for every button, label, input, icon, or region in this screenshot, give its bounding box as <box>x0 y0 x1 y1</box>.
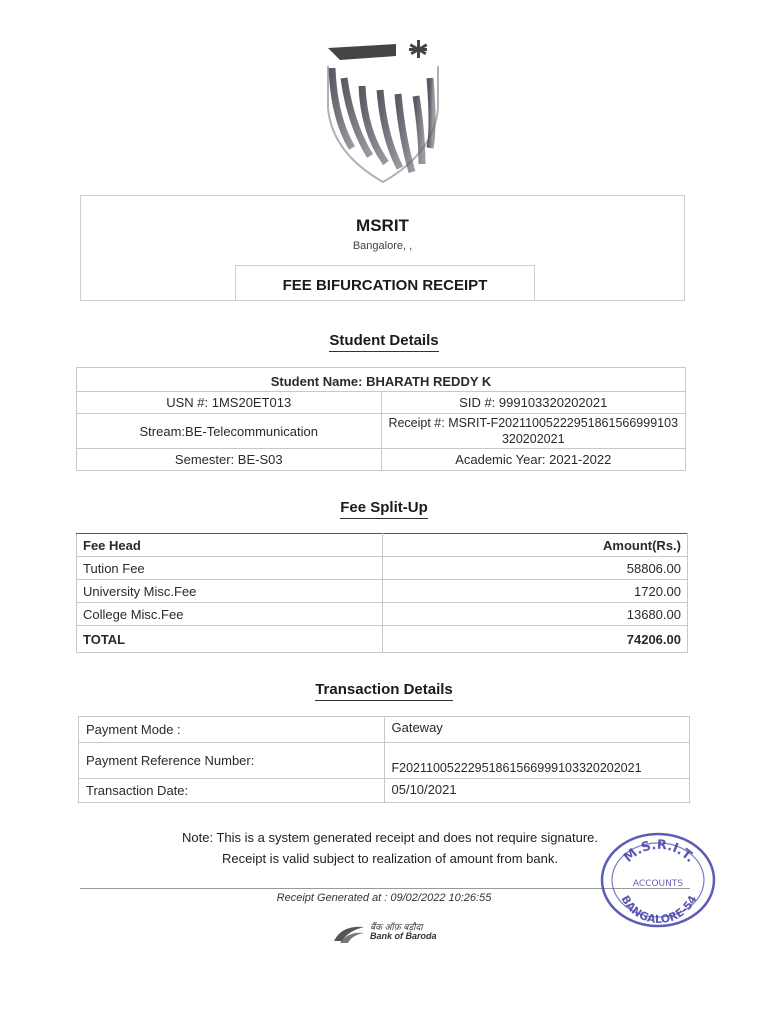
table-row <box>77 557 688 580</box>
fee-amount-cell: 58806.00 <box>382 557 688 580</box>
stamp-top-text: M.S.R.I.T. <box>621 837 698 866</box>
amount-column: Amount(Rs.) <box>382 534 688 557</box>
msrit-logo-icon <box>322 38 444 184</box>
fee-amount-cell: 13680.00 <box>382 603 688 626</box>
fee-head-cell: College Misc.Fee <box>77 603 383 626</box>
student-details-heading: Student Details <box>0 332 768 349</box>
fee-head-cell: Tution Fee <box>77 557 383 580</box>
payment-mode-value: Gateway <box>384 717 690 743</box>
transaction-table <box>78 716 690 803</box>
payment-reference-value: F20211005222951861566999103320202021 <box>384 743 690 779</box>
student-details-table <box>76 367 686 471</box>
institution-name: MSRIT <box>356 216 409 235</box>
payment-mode-label: Payment Mode : <box>79 717 385 743</box>
receipt-title: FEE BIFURCATION RECEIPT <box>235 265 535 301</box>
fee-head-column: Fee Head <box>77 534 383 557</box>
receipt-number: Receipt #: MSRIT-F20211005222951861566999103320202021 <box>381 414 686 449</box>
receipt-header <box>80 195 685 301</box>
fee-amount-cell: 1720.00 <box>382 580 688 603</box>
table-row <box>77 603 688 626</box>
stamp-middle-text: ACCOUNTS <box>632 879 684 889</box>
receipt-generated-at: Receipt Generated at : 09/02/2022 10:26:55 <box>276 892 492 904</box>
bank-name-hindi: बैंक ऑफ़ बड़ौदा <box>370 922 423 932</box>
svg-text:M.S.R.I.T. <box>621 838 697 866</box>
sid-value: SID #: 999103320202021 <box>381 392 686 414</box>
transaction-date-label: Transaction Date: <box>79 779 385 803</box>
fee-table-header <box>77 534 688 557</box>
bank-of-baroda-icon <box>332 923 366 945</box>
bank-name: Bank of Baroda <box>370 931 437 941</box>
table-row <box>77 580 688 603</box>
bank-of-baroda-logo <box>332 920 452 948</box>
table-row <box>79 717 690 743</box>
transaction-details-heading: Transaction Details <box>0 681 768 698</box>
stamp-bottom-text: BANGALORE-54 <box>618 893 700 927</box>
payment-reference-label: Payment Reference Number: <box>79 743 385 779</box>
semester-value: Semester: BE-S03 <box>77 449 382 471</box>
total-row <box>77 626 688 653</box>
fee-head-cell: University Misc.Fee <box>77 580 383 603</box>
table-row <box>79 779 690 803</box>
note-line-1: Note: This is a system generated receipt and does not require signature. <box>182 830 598 845</box>
fee-table <box>76 533 688 653</box>
total-amount: 74206.00 <box>382 626 688 653</box>
transaction-date-value: 05/10/2021 <box>384 779 690 803</box>
student-name: Student Name: BHARATH REDDY K <box>77 368 686 392</box>
total-label: TOTAL <box>77 626 383 653</box>
table-row <box>79 743 690 779</box>
accounts-stamp-icon <box>598 830 716 930</box>
stream-value: Stream:BE-Telecommunication <box>77 414 382 449</box>
usn-value: USN #: 1MS20ET013 <box>77 392 382 414</box>
note-line-2: Receipt is valid subject to realization of amount from bank. <box>221 851 558 866</box>
fee-splitup-heading: Fee Split-Up <box>0 499 768 516</box>
academic-year-value: Academic Year: 2021-2022 <box>381 449 686 471</box>
institution-city: Bangalore, , <box>352 240 413 252</box>
